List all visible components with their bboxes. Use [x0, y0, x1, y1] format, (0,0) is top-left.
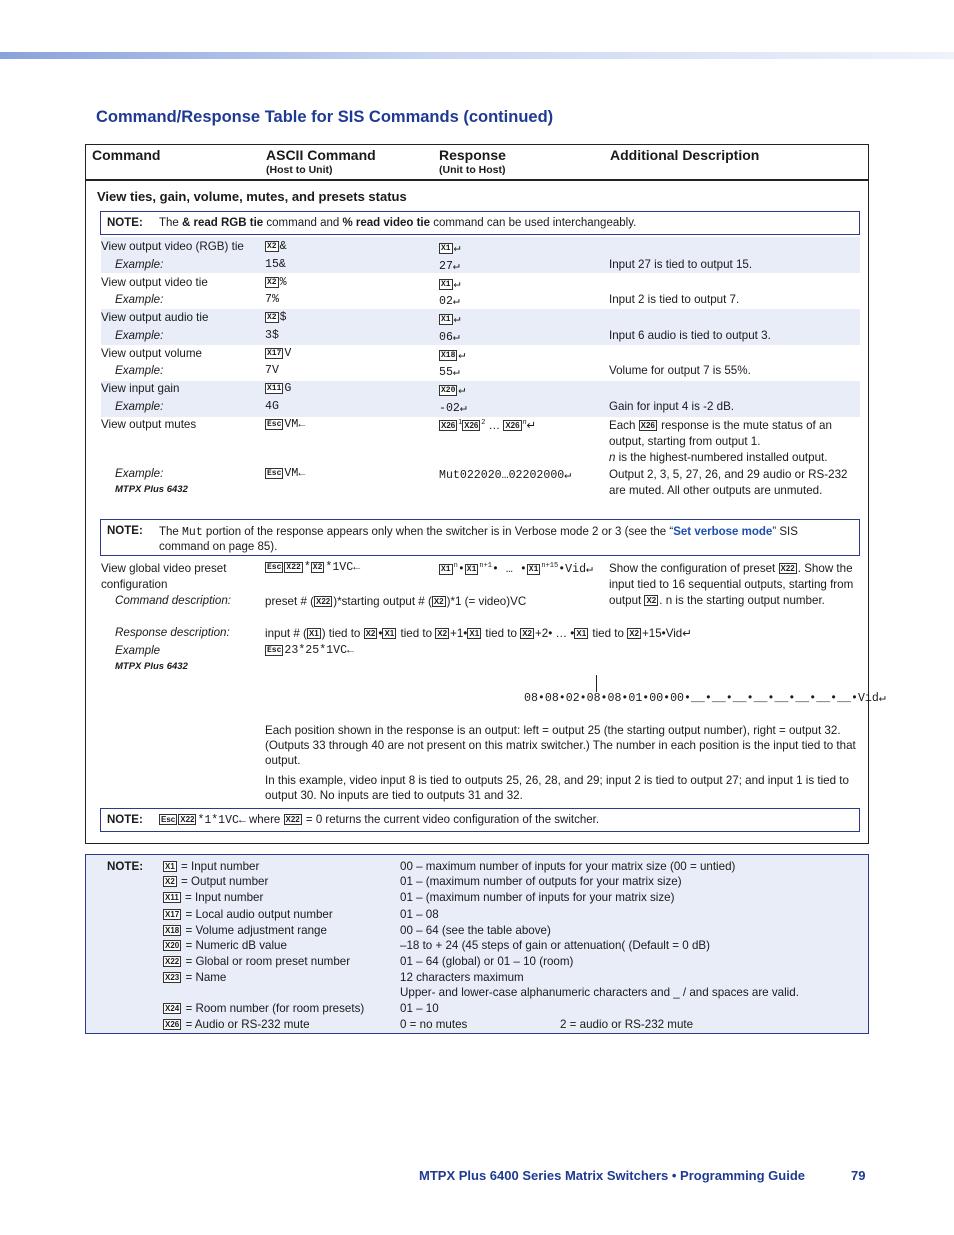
example-desc: Volume for output 7 is 55%.	[609, 364, 751, 377]
command-table	[85, 144, 886, 844]
divider	[86, 179, 868, 180]
resp-desc-label: Response description:	[115, 626, 230, 639]
table-header	[86, 145, 868, 181]
legend-term: X1 = Input number	[165, 860, 260, 873]
example-ascii: 4G	[265, 400, 279, 413]
variable-badge: X26	[165, 1020, 180, 1029]
row-cmd: View global video preset configuration	[101, 562, 227, 591]
example-response: Mut022020…02202000↵	[439, 469, 572, 482]
section-title: View ties, gain, volume, mutes, and presets status	[97, 189, 407, 204]
variable-badge: X22	[165, 957, 180, 966]
col-response-sub: (Unit to Host)	[439, 164, 506, 176]
example-ascii: Esc VM←	[267, 467, 306, 480]
example-label: Example:	[115, 400, 164, 413]
divider	[596, 675, 597, 692]
example-ascii: 3$	[265, 329, 279, 342]
row-ascii: X2 $	[267, 311, 287, 324]
row-ascii: X17 V	[267, 347, 292, 360]
model-label: MTPX Plus 6432	[115, 661, 188, 672]
col-ascii: ASCII Command	[266, 147, 376, 163]
example-response: -02↵	[439, 402, 467, 415]
verbose-mode-link[interactable]: Set verbose mode	[673, 526, 773, 538]
note-current-config: NOTE: Esc X22 *1*1VC← where X22 = 0 returns the current video configuration of the switcher.	[100, 808, 860, 832]
example-response: 06↵	[439, 331, 460, 344]
legend-value: 2 = audio or RS-232 mute	[560, 1018, 694, 1031]
row-response: X1 ↵	[441, 313, 461, 326]
variable-badge: X20	[165, 941, 180, 950]
legend-value: 01 – 10	[400, 1002, 439, 1015]
example-label: Example:	[115, 364, 164, 377]
col-ascii-sub: (Host to Unit)	[266, 164, 333, 176]
example-response: 55↵	[439, 366, 460, 379]
legend-value: 00 – 64 (see the table above)	[400, 924, 551, 937]
legend-term: X23 = Name	[165, 971, 227, 984]
legend-value: –18 to + 24 (45 steps of gain or attenuation( (Default = 0 dB)	[400, 939, 711, 952]
row-response: X20 ↵	[441, 384, 466, 397]
legend-value: 01 – (maximum number of outputs for your matrix size)	[400, 875, 682, 888]
row-response: X26 $^1$ X26 $^2$ … X26 $^n$↵	[441, 419, 537, 432]
legend-value: Upper- and lower-case alphanumeric characters and _ / and spaces are valid.	[400, 986, 799, 999]
note-rgb-video: NOTE: The & read RGB tie command and % read video tie command can be used interchangeably.	[100, 211, 860, 235]
example-desc: Input 6 audio is tied to output 3.	[609, 329, 771, 342]
example-label: Example	[115, 644, 161, 657]
cmd-desc-label: Command description:	[115, 594, 231, 607]
row-response: X1 ↵	[441, 278, 461, 291]
legend-value: 0 = no mutes	[400, 1018, 468, 1031]
legend-term: X22 = Global or room preset number	[165, 955, 351, 968]
legend-term: X11 = Input number	[165, 891, 264, 904]
example-label: Example:	[115, 329, 164, 342]
legend-value: 01 – 64 (global) or 01 – 10 (room)	[400, 955, 574, 968]
example-label: Example:	[115, 258, 164, 271]
footer-title: MTPX Plus 6400 Series Matrix Switchers • Programming Guide	[419, 1168, 806, 1183]
row-cmd: View output volume	[101, 347, 202, 360]
variable-badge: X11	[165, 893, 179, 902]
row-band	[101, 381, 860, 417]
model-label: MTPX Plus 6432	[115, 484, 188, 495]
legend-term: X18 = Volume adjustment range	[165, 924, 327, 937]
row-cmd: View output mutes	[101, 418, 197, 431]
col-command: Command	[92, 147, 161, 163]
top-accent-bar	[0, 52, 954, 59]
variable-badge: X23	[165, 973, 180, 982]
legend-value: 01 – (maximum number of inputs for your matrix size)	[400, 891, 675, 904]
preset-example-explanation: In this example, video input 8 is tied to outputs 25, 26, 28, and 29; input 2 is tied to output 27; and input 1 is tied to output 30. No inputs are tied to outputs 31 and 32.	[265, 774, 849, 802]
example-label: Example:	[115, 467, 164, 480]
legend-term: X24 = Room number (for room presets)	[165, 1002, 365, 1015]
variable-badge: X18	[165, 926, 180, 935]
row-cmd: View output video (RGB) tie	[101, 240, 244, 253]
row-response: X18 ↵	[441, 349, 466, 362]
legend-term: X20 = Numeric dB value	[165, 939, 287, 952]
example-ascii: 15&	[265, 258, 286, 271]
variable-badge: X1	[165, 862, 175, 871]
cmd-desc: preset # ( X22 )*starting output # ( X2 )*1 (= video)VC	[265, 595, 527, 608]
legend-value: 12 characters maximum	[400, 971, 524, 984]
example-ascii: 7V	[265, 364, 279, 377]
legend-term: X17 = Local audio output number	[165, 908, 333, 921]
preset-explanation: Each position shown in the response is an output: left = output 25 (the starting output number), right = output 32. (Outputs 33 through 40 are not present on this matrix switcher.) The number in each position is the input tied to that output.	[265, 724, 856, 767]
legend-value: 00 – maximum number of inputs for your matrix size (00 = untied)	[400, 860, 736, 873]
legend-term: X26 = Audio or RS-232 mute	[165, 1018, 310, 1031]
example-desc: Input 27 is tied to output 15.	[609, 258, 753, 271]
example-response: 27↵	[439, 260, 460, 273]
variable-legend: NOTE: X1 = Input number 00 – maximum number of inputs for your matrix size (00 = untied) X2 = Output number 01 – (maximum number of outputs for your matrix size) X11 = Input number 01 – (maximum number of inputs for your matrix size) X17 = Local audio output number 01 – 08 X18 = Volume adjustment range 00 – 64 (see the table above) X20 = Numeric dB value –18 to + 24 (45 steps of gain or attenuation( (Default = 0 dB) X22 = Global or room preset number 01 – 64 (global) or 01 – 10 (room) X23 = Name 12 characters maximum Upper- and lower-case alphanumeric characters and _ / and spaces are valid. X24 = Room number (for room presets) 01 – 10 X26 = Audio or RS-232 mute 0 = no mutes 2 = audio or RS-232 mute	[85, 854, 869, 1034]
row-desc: Show the configuration of preset X22 . Show the input tied to 16 sequential outputs, starting from output X2 . n is the starting output number.	[609, 562, 854, 607]
row-response: X1 ↵	[441, 242, 461, 255]
example-desc: Output 2, 3, 5, 27, 26, and 29 audio or RS-232 are muted. All other outputs are unmuted.	[609, 468, 848, 497]
example-ascii: 7%	[265, 293, 279, 306]
row-ascii: X2 %	[267, 276, 287, 289]
row-desc: Each X26 response is the mute status of an output, starting from output 1. n is the highest-numbered installed output.	[609, 419, 832, 464]
row-ascii: X11 G	[267, 382, 292, 395]
row-cmd: View output video tie	[101, 276, 208, 289]
legend-value: 01 – 08	[400, 908, 439, 921]
variable-badge: X2	[165, 877, 175, 886]
col-description: Additional Description	[610, 147, 760, 163]
row-ascii: Esc VM←	[267, 418, 306, 431]
example-desc: Gain for input 4 is -2 dB.	[609, 400, 735, 413]
note-verbose: NOTE: The Mut portion of the response appears only when the switcher is in Verbose mode 2 or 3 (see the “Set verbose mode” SIS command on page 85).	[100, 519, 860, 556]
row-response: X1 $^n$• X1 $^{n+1}$• … • X1 $^{n+15}$•Vid↵	[441, 562, 594, 576]
resp-desc: input # ( X1 ) tied to X2 • X1 tied to X2 +1• X1 tied to X2 +2• … • X1 tied to X2 +15•Vid↵	[265, 627, 692, 640]
row-ascii: X2 &	[267, 240, 287, 253]
variable-badge: X24	[165, 1004, 180, 1013]
variable-badge: X17	[165, 910, 180, 919]
example-ascii: Esc 23*25*1VC←	[267, 644, 354, 657]
row-cmd: View output audio tie	[101, 311, 209, 324]
example-label: Example:	[115, 293, 164, 306]
example-response: 08•08•02•08•08•01•00•00•__•__•__•__•__•__•__•__•Vid↵	[524, 692, 886, 705]
example-response: 02↵	[439, 295, 460, 308]
row-cmd: View input gain	[101, 382, 180, 395]
example-desc: Input 2 is tied to output 7.	[609, 293, 740, 306]
page-title: Command/Response Table for SIS Commands (continued)	[96, 108, 554, 126]
page-number: 79	[851, 1168, 866, 1183]
legend-term: X2 = Output number	[165, 875, 269, 888]
col-response: Response	[439, 147, 506, 163]
row-ascii: Esc X22 * X2 *1VC←	[267, 561, 361, 574]
